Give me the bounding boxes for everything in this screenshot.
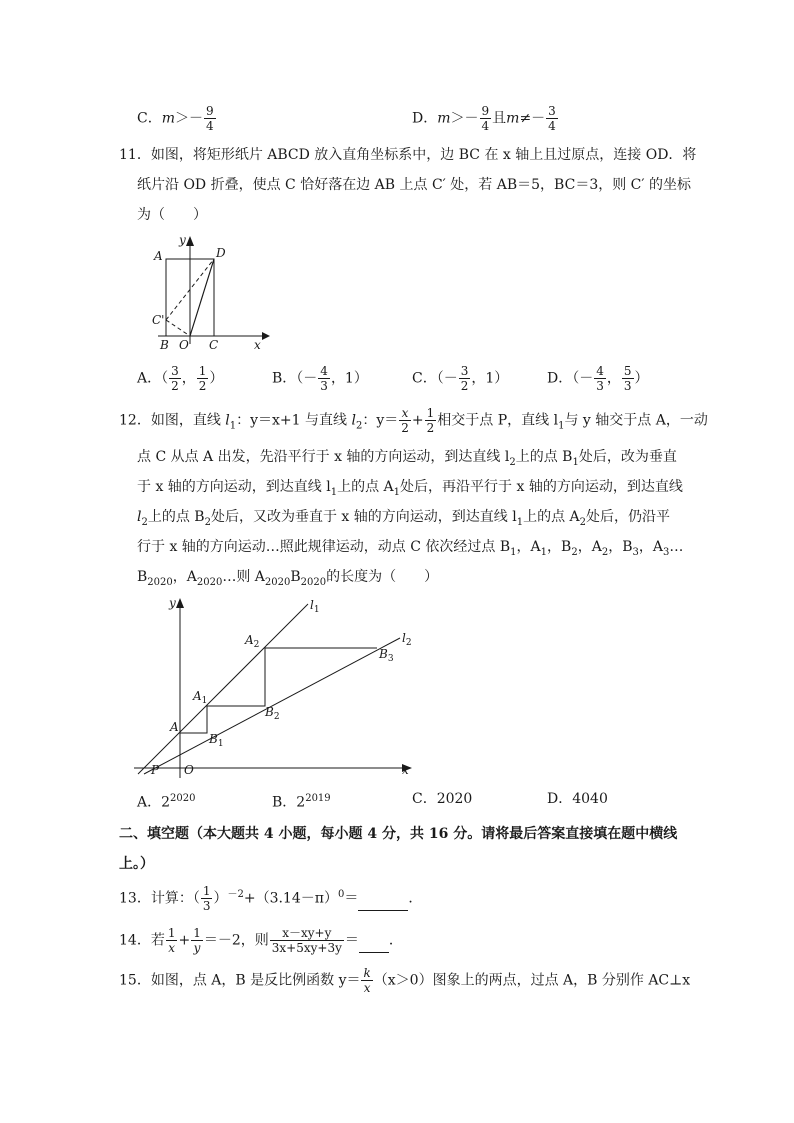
q14: 14．若 $\frac{1}{x}$ + $\frac{1}{y}$ ＝－2，则 $\frac{x-xy+y}{3x+5xy+3y}$ ＝ ． (119, 926, 403, 955)
label-l1: $l_1$ (310, 598, 320, 615)
label-o: O (184, 763, 194, 777)
label-b2: $B_2$ (265, 705, 280, 722)
label-l2: $l_2$ (402, 631, 412, 648)
q10-option-c: C．m＞－ $\frac{9}{4}$ (137, 104, 214, 133)
q12-line-6: $B_{2020}$，$A_{2020}\dots$则 $A_{2020}B_{2020}$的长度为（ ） (137, 569, 439, 588)
section-heading-line-2: 上。） (119, 856, 154, 872)
q12-line-4: $l_2$上的点 $B_2$处后，又改为垂直于 x 轴的方向运动，到达直线 $l_1$上的点 $A_2$处后，仍沿平 (137, 509, 671, 528)
q11-line-2: 纸片沿 OD 折叠，使点 C 恰好落在边 AB 上点 C′ 处，若 AB＝5，BC＝3，则 C′ 的坐标 (137, 177, 692, 193)
label-p: P (151, 763, 160, 777)
answer-blank[interactable] (358, 888, 408, 911)
label-c: C (209, 338, 219, 352)
label-b: B (160, 338, 169, 352)
q13: 13．计算：（ $\frac{1}{3}$ ）$^{-2}+(3.14-\pi)^0=$ ． (119, 884, 423, 914)
answer-blank[interactable] (359, 930, 389, 953)
label-a: A (154, 249, 163, 263)
label-x: x (402, 763, 409, 777)
label-a2: $A_2$ (245, 633, 260, 650)
q11-figure (150, 232, 280, 352)
q11-option-b: B．（－ $\frac{4}{3}$ ，1） (272, 364, 368, 393)
label-y: y (179, 233, 186, 247)
q12-line-5: 行于 x 轴的方向运动…照此规律运动，动点 C 依次经过点 $B_1$，$A_1$，$B_2$，$A_2$，$B_3$，$A_3\dots$ (137, 539, 684, 558)
q11-option-d: D．（－ $\frac{4}{3}$ ， $\frac{5}{3}$ ） (547, 364, 649, 393)
q11-option-a: A．（ $\frac{3}{2}$ ， $\frac{1}{2}$ ） (137, 364, 224, 393)
q15-line-1: 15．如图，点 A，B 是反比例函数 y＝ $\frac{k}{x}$ （x＞0）图象上的两点，过点 A，B 分别作 AC⊥x (119, 966, 691, 995)
label-y: y (169, 596, 176, 610)
label-o: O (179, 338, 189, 352)
label-b1: $B_1$ (209, 732, 224, 749)
q12-option-d: D．4040 (547, 791, 608, 807)
q11-option-c: C．（－ $\frac{3}{2}$ ，1） (412, 364, 509, 393)
section-heading-line-1: 二、填空题（本大题共 4 小题，每小题 4 分，共 16 分。请将最后答案直接填在题中横线 (119, 826, 678, 842)
label-a: A (170, 720, 179, 734)
label-b3: $B_3$ (379, 647, 394, 664)
label-d: D (216, 246, 226, 260)
label-c-prime: C' (152, 313, 165, 327)
q12-figure (132, 594, 422, 784)
q12-line-3: 于 x 轴的方向运动，到达直线 $l_1$上的点 $A_1$处后，再沿平行于 x 轴的方向运动，到达直线 (137, 479, 683, 498)
fraction: $\frac{9}{4}$ (206, 104, 214, 133)
q11-line-3: 为（ ） (137, 207, 207, 223)
q11-line-1: 11．如图，将矩形纸片 ABCD 放入直角坐标系中，边 BC 在 x 轴上且过原点，连接 OD．将 (119, 147, 697, 163)
q10-option-d: D．m＞－ $\frac{9}{4}$ 且m≠－ $\frac{3}{4}$ (412, 104, 556, 133)
q12-option-c: C．2020 (412, 791, 473, 807)
label-x: x (254, 338, 261, 352)
q12-option-a: A．$2^{2020}$ (137, 793, 196, 811)
label-a1: $A_1$ (193, 689, 208, 706)
q12-line-1: 12．如图，直线 $l_1$：y＝x+1 与直线 $l_2$：y＝ $\frac{x}{2}$ + $\frac{1}{2}$ 相交于点 P，直线 $l_1$与 y 轴交于点 A，一动 (119, 406, 708, 435)
q12-option-b: B．$2^{2019}$ (272, 793, 331, 811)
q12-line-2: 点 C 从点 A 出发，先沿平行于 x 轴的方向运动，到达直线 $l_2$上的点 $B_1$处后，改为垂直 (137, 449, 677, 468)
